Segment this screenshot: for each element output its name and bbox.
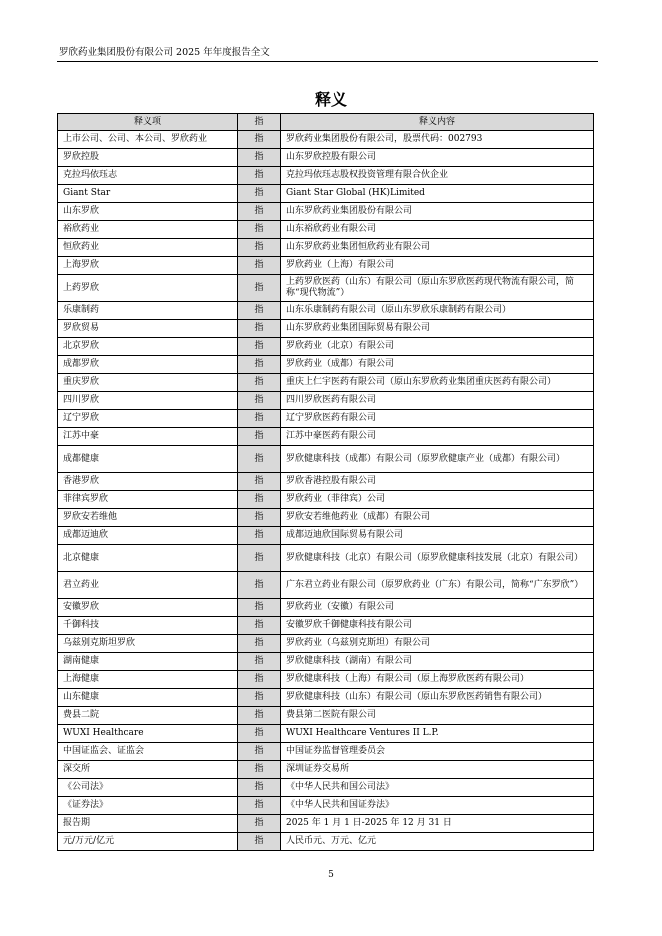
glossary-definition: 成都迈迪欣国际贸易有限公司 bbox=[281, 527, 594, 545]
glossary-definition: 罗欣药业集团股份有限公司，股票代码：002793 bbox=[281, 131, 594, 149]
glossary-table bbox=[57, 113, 594, 851]
glossary-term: 克拉玛依珏志 bbox=[58, 167, 238, 185]
glossary-term: 上海健康 bbox=[58, 671, 238, 689]
glossary-term: 上市公司、公司、本公司、罗欣药业 bbox=[58, 131, 238, 149]
glossary-ref: 指 bbox=[238, 725, 281, 743]
glossary-ref: 指 bbox=[238, 653, 281, 671]
glossary-term: 《公司法》 bbox=[58, 779, 238, 797]
glossary-ref: 指 bbox=[238, 446, 281, 473]
table-row bbox=[58, 410, 594, 428]
glossary-ref: 指 bbox=[238, 779, 281, 797]
column-header-term: 释义项 bbox=[58, 114, 238, 131]
table-row bbox=[58, 149, 594, 167]
glossary-term: 裕欣药业 bbox=[58, 221, 238, 239]
glossary-ref: 指 bbox=[238, 428, 281, 446]
glossary-definition: 重庆上仁宇医药有限公司（原山东罗欣药业集团重庆医药有限公司） bbox=[281, 374, 594, 392]
section-title: 释义 bbox=[314, 90, 347, 109]
table-row bbox=[58, 599, 594, 617]
table-row bbox=[58, 617, 594, 635]
glossary-ref: 指 bbox=[238, 374, 281, 392]
glossary-definition: 罗欣健康科技（成都）有限公司（原罗欣健康产业（成都）有限公司） bbox=[281, 446, 594, 473]
glossary-term: 菲律宾罗欣 bbox=[58, 491, 238, 509]
glossary-definition: 罗欣健康科技（上海）有限公司（原上海罗欣医药有限公司） bbox=[281, 671, 594, 689]
glossary-ref: 指 bbox=[238, 338, 281, 356]
column-header-ref: 指 bbox=[238, 114, 281, 131]
glossary-term: 山东健康 bbox=[58, 689, 238, 707]
table-row bbox=[58, 446, 594, 473]
glossary-term: 千御科技 bbox=[58, 617, 238, 635]
glossary-definition: 四川罗欣医药有限公司 bbox=[281, 392, 594, 410]
glossary-ref: 指 bbox=[238, 572, 281, 599]
glossary-term: 成都健康 bbox=[58, 446, 238, 473]
glossary-ref: 指 bbox=[238, 689, 281, 707]
glossary-definition: 罗欣健康科技（山东）有限公司（原山东罗欣医药销售有限公司） bbox=[281, 689, 594, 707]
glossary-ref: 指 bbox=[238, 761, 281, 779]
glossary-ref: 指 bbox=[238, 743, 281, 761]
glossary-definition: 人民币元、万元、亿元 bbox=[281, 833, 594, 851]
table-row bbox=[58, 653, 594, 671]
glossary-definition: 《中华人民共和国公司法》 bbox=[281, 779, 594, 797]
glossary-definition: 上药罗欣医药（山东）有限公司（原山东罗欣医药现代物流有限公司，简称“现代物流”） bbox=[281, 275, 594, 302]
glossary-term: 罗欣控股 bbox=[58, 149, 238, 167]
glossary-ref: 指 bbox=[238, 257, 281, 275]
table-row bbox=[58, 185, 594, 203]
glossary-ref: 指 bbox=[238, 149, 281, 167]
glossary-definition: 辽宁罗欣医药有限公司 bbox=[281, 410, 594, 428]
glossary-term: 乐康制药 bbox=[58, 302, 238, 320]
table-row bbox=[58, 572, 594, 599]
glossary-term: 北京罗欣 bbox=[58, 338, 238, 356]
glossary-definition: 山东罗欣药业集团恒欣药业有限公司 bbox=[281, 239, 594, 257]
table-row bbox=[58, 257, 594, 275]
table-row bbox=[58, 779, 594, 797]
glossary-ref: 指 bbox=[238, 203, 281, 221]
glossary-ref: 指 bbox=[238, 392, 281, 410]
table-row bbox=[58, 815, 594, 833]
glossary-ref: 指 bbox=[238, 815, 281, 833]
glossary-ref: 指 bbox=[238, 545, 281, 572]
glossary-term: 罗欣安若维他 bbox=[58, 509, 238, 527]
glossary-ref: 指 bbox=[238, 797, 281, 815]
glossary-definition: 山东乐康制药有限公司（原山东罗欣乐康制药有限公司） bbox=[281, 302, 594, 320]
glossary-ref: 指 bbox=[238, 617, 281, 635]
table-row bbox=[58, 743, 594, 761]
glossary-ref: 指 bbox=[238, 410, 281, 428]
glossary-term: 乌兹别克斯坦罗欣 bbox=[58, 635, 238, 653]
glossary-term: 成都迈迪欣 bbox=[58, 527, 238, 545]
glossary-ref: 指 bbox=[238, 239, 281, 257]
glossary-term: 费县二院 bbox=[58, 707, 238, 725]
table-row bbox=[58, 131, 594, 149]
glossary-ref: 指 bbox=[238, 509, 281, 527]
glossary-ref: 指 bbox=[238, 833, 281, 851]
header-divider bbox=[57, 61, 598, 62]
glossary-term: 报告期 bbox=[58, 815, 238, 833]
table-row bbox=[58, 797, 594, 815]
glossary-term: 上海罗欣 bbox=[58, 257, 238, 275]
glossary-ref: 指 bbox=[238, 131, 281, 149]
glossary-term: 山东罗欣 bbox=[58, 203, 238, 221]
table-row bbox=[58, 428, 594, 446]
table-row bbox=[58, 356, 594, 374]
glossary-definition: 罗欣安若维他药业（成都）有限公司 bbox=[281, 509, 594, 527]
table-row bbox=[58, 707, 594, 725]
glossary-term: 香港罗欣 bbox=[58, 473, 238, 491]
glossary-ref: 指 bbox=[238, 302, 281, 320]
table-row bbox=[58, 302, 594, 320]
glossary-term: 深交所 bbox=[58, 761, 238, 779]
glossary-definition: 罗欣健康科技（湖南）有限公司 bbox=[281, 653, 594, 671]
glossary-definition: 广东君立药业有限公司（原罗欣药业（广东）有限公司，简称“广东罗欣”） bbox=[281, 572, 594, 599]
glossary-definition: 山东罗欣控股有限公司 bbox=[281, 149, 594, 167]
glossary-definition: 罗欣药业（上海）有限公司 bbox=[281, 257, 594, 275]
glossary-definition: 费县第二医院有限公司 bbox=[281, 707, 594, 725]
glossary-definition: 《中华人民共和国证券法》 bbox=[281, 797, 594, 815]
glossary-definition: 罗欣健康科技（北京）有限公司（原罗欣健康科技发展（北京）有限公司） bbox=[281, 545, 594, 572]
glossary-definition: 安徽罗欣千御健康科技有限公司 bbox=[281, 617, 594, 635]
table-row bbox=[58, 833, 594, 851]
glossary-term: 元/万元/亿元 bbox=[58, 833, 238, 851]
glossary-definition: 2025 年 1 月 1 日-2025 年 12 月 31 日 bbox=[281, 815, 594, 833]
glossary-definition: 山东罗欣药业集团国际贸易有限公司 bbox=[281, 320, 594, 338]
glossary-term: 安徽罗欣 bbox=[58, 599, 238, 617]
glossary-ref: 指 bbox=[238, 671, 281, 689]
table-row bbox=[58, 473, 594, 491]
glossary-ref: 指 bbox=[238, 473, 281, 491]
glossary-term: 中国证监会、证监会 bbox=[58, 743, 238, 761]
glossary-ref: 指 bbox=[238, 491, 281, 509]
glossary-term: 《证券法》 bbox=[58, 797, 238, 815]
glossary-ref: 指 bbox=[238, 356, 281, 374]
glossary-term: 江苏中豪 bbox=[58, 428, 238, 446]
glossary-ref: 指 bbox=[238, 635, 281, 653]
glossary-definition: 罗欣香港控股有限公司 bbox=[281, 473, 594, 491]
glossary-definition: 罗欣药业（菲律宾）公司 bbox=[281, 491, 594, 509]
table-row bbox=[58, 203, 594, 221]
glossary-ref: 指 bbox=[238, 599, 281, 617]
table-row bbox=[58, 635, 594, 653]
glossary-definition: 罗欣药业（安徽）有限公司 bbox=[281, 599, 594, 617]
glossary-term: Giant Star bbox=[58, 185, 238, 203]
table-row bbox=[58, 239, 594, 257]
glossary-definition: Giant Star Global (HK)Limited bbox=[281, 185, 594, 203]
glossary-ref: 指 bbox=[238, 185, 281, 203]
glossary-definition: 罗欣药业（乌兹别克斯坦）有限公司 bbox=[281, 635, 594, 653]
glossary-ref: 指 bbox=[238, 275, 281, 302]
glossary-term: 恒欣药业 bbox=[58, 239, 238, 257]
glossary-term: 成都罗欣 bbox=[58, 356, 238, 374]
glossary-term: 君立药业 bbox=[58, 572, 238, 599]
glossary-term: WUXI Healthcare bbox=[58, 725, 238, 743]
table-row bbox=[58, 545, 594, 572]
column-header-definition: 释义内容 bbox=[281, 114, 594, 131]
glossary-definition: 罗欣药业（成都）有限公司 bbox=[281, 356, 594, 374]
table-row bbox=[58, 338, 594, 356]
glossary-definition: 罗欣药业（北京）有限公司 bbox=[281, 338, 594, 356]
glossary-body bbox=[58, 131, 594, 851]
glossary-definition: 山东罗欣药业集团股份有限公司 bbox=[281, 203, 594, 221]
table-row bbox=[58, 761, 594, 779]
table-row bbox=[58, 491, 594, 509]
glossary-term: 上药罗欣 bbox=[58, 275, 238, 302]
glossary-term: 四川罗欣 bbox=[58, 392, 238, 410]
glossary-ref: 指 bbox=[238, 320, 281, 338]
glossary-term: 重庆罗欣 bbox=[58, 374, 238, 392]
table-row bbox=[58, 509, 594, 527]
glossary-definition: 深圳证券交易所 bbox=[281, 761, 594, 779]
table-row bbox=[58, 275, 594, 302]
table-row bbox=[58, 320, 594, 338]
glossary-definition: 克拉玛依珏志股权投资管理有限合伙企业 bbox=[281, 167, 594, 185]
table-row bbox=[58, 689, 594, 707]
table-row bbox=[58, 392, 594, 410]
running-header: 罗欣药业集团股份有限公司 2025 年年度报告全文 bbox=[59, 47, 270, 58]
table-row bbox=[58, 527, 594, 545]
glossary-term: 北京健康 bbox=[58, 545, 238, 572]
glossary-definition: 江苏中豪医药有限公司 bbox=[281, 428, 594, 446]
glossary-ref: 指 bbox=[238, 707, 281, 725]
table-row bbox=[58, 167, 594, 185]
page-number: 5 bbox=[328, 870, 334, 880]
glossary-definition: 中国证券监督管理委员会 bbox=[281, 743, 594, 761]
table-row bbox=[58, 221, 594, 239]
glossary-definition: 山东裕欣药业有限公司 bbox=[281, 221, 594, 239]
glossary-ref: 指 bbox=[238, 167, 281, 185]
glossary-term: 罗欣贸易 bbox=[58, 320, 238, 338]
glossary-header-row bbox=[58, 114, 594, 131]
glossary-term: 湖南健康 bbox=[58, 653, 238, 671]
glossary-term: 辽宁罗欣 bbox=[58, 410, 238, 428]
table-row bbox=[58, 374, 594, 392]
glossary-definition: WUXI Healthcare Ventures II L.P. bbox=[281, 725, 594, 743]
glossary-ref: 指 bbox=[238, 527, 281, 545]
glossary-ref: 指 bbox=[238, 221, 281, 239]
table-row bbox=[58, 725, 594, 743]
table-row bbox=[58, 671, 594, 689]
